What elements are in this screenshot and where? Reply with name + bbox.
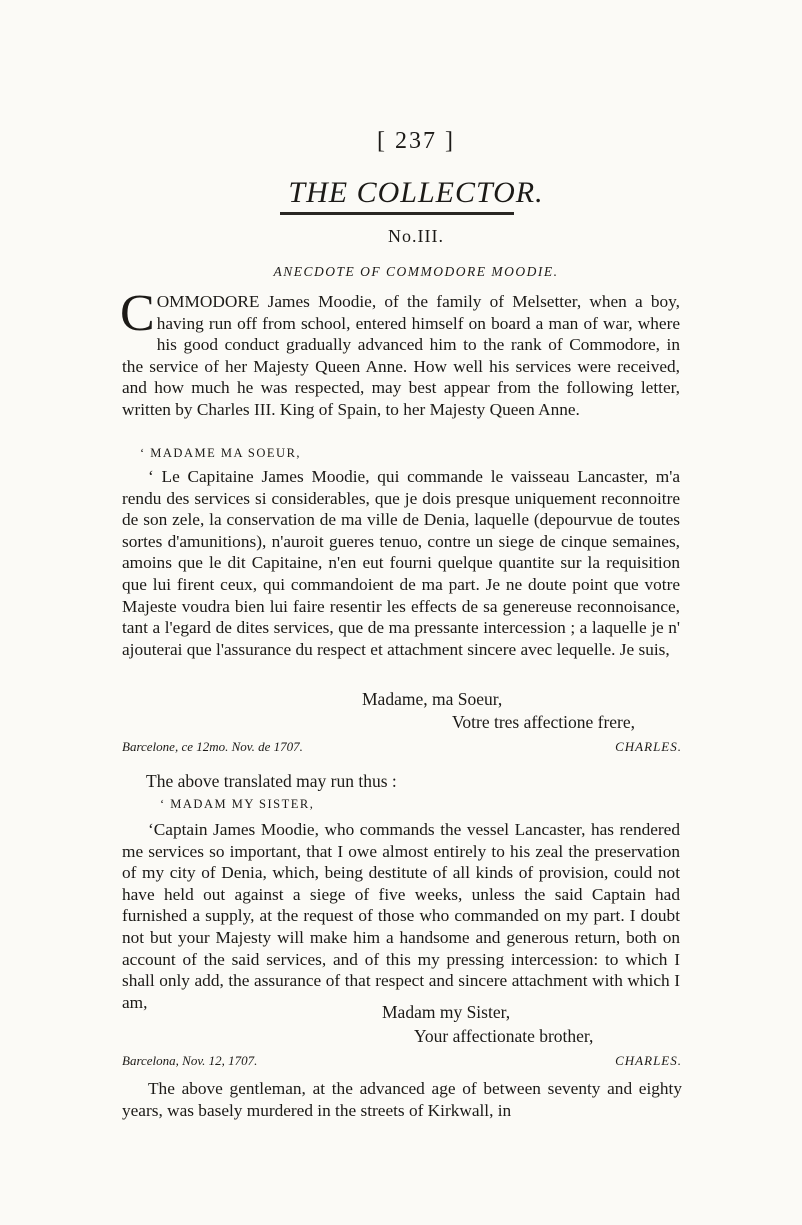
intro-text: James Moodie, of the family of Melsetter, when a boy, having run off from school, entered himself on board a man of war, where his good conduct gradually advanced him to the rank of Commodore, in the service of her Majesty Queen Anne. How well his services were received, and how much he was respected, may best appear from the following letter, written by Charles III. King of Spain, to her Majesty Queen Anne. xyxy=(122,292,680,419)
english-place-date: Barcelona, Nov. 12, 1707. xyxy=(122,1053,258,1068)
title-rule xyxy=(280,212,514,215)
translation-intro: The above translated may run thus : xyxy=(146,771,397,791)
english-signature: CHARLES. xyxy=(615,1053,682,1068)
issue-number: No.III. xyxy=(388,226,444,246)
french-signature: CHARLES. xyxy=(615,739,682,754)
french-closing-2: Votre tres affectione frere, xyxy=(452,712,636,732)
conclusion-paragraph xyxy=(122,1078,682,1122)
french-letter-body: ‘ Le Capitaine James Moodie, qui commande le vaisseau Lancaster, m'a rendu des services si considerables, que je dois presque uniquement reconnoitre de son zele, la conservation de ma ville de Denia, laquelle (depourvue de toutes sortes d'amunitions), n'auroit gueres tenuo, contre un siege de cinque semaines, amoins que le dit Capitaine, n'en eut fourni quelque quantite sur la requisition que lui firent ceux, qui commandoient de ma part. Je ne doute point que votre Majeste voudra bien lui faire resentir les effects de sa genereuse reconnoisance, tant a l'egard de dites services, que de ma pressante intercession ; a laquelle je n' ajouterai que l'assurance du respect et attachment sincere avec lequelle. Je suis, xyxy=(122,467,680,659)
page-number: [ 237 ] xyxy=(377,128,455,154)
french-place-date: Barcelone, ce 12mo. Nov. de 1707. xyxy=(122,739,303,754)
english-salutation: ‘ MADAM MY SISTER, xyxy=(160,797,315,811)
french-closing-1: Madame, ma Soeur, xyxy=(362,689,503,709)
page-title: THE COLLECTOR. xyxy=(288,176,544,209)
intro-lead-caps: OMMODORE xyxy=(156,292,260,311)
english-dateline xyxy=(122,1053,682,1069)
article-subtitle: ANECDOTE OF COMMODORE MOODIE. xyxy=(273,264,559,279)
french-dateline xyxy=(122,739,682,755)
drop-cap: C xyxy=(120,285,155,342)
intro-paragraph xyxy=(120,285,680,421)
conclusion-text: The above gentleman, at the advanced age of between seventy and eighty years, was basely murdered in the streets of Kirkwall, in xyxy=(122,1079,682,1120)
english-letter-body: ‘Captain James Moodie, who commands the vessel Lancaster, has rendered me services so important, that I owe almost entirely to his zeal the preservation of my city of Denia, which, being destitute of all kinds of provision, could not have held out against a siege of five weeks, unless the said Captain had furnished a supply, at the request of those who commanded on my part. I doubt not but your Majesty will make him a handsome and generous return, both on account of the said services, and of this my pressing intercession: to which I shall only add, the assurance of that respect and sincere attachment with which I am, xyxy=(122,820,680,1012)
english-closing-1: Madam my Sister, xyxy=(382,1002,511,1022)
english-closing-2: Your affectionate brother, xyxy=(414,1026,594,1046)
french-salutation: ‘ MADAME MA SOEUR, xyxy=(140,446,302,460)
